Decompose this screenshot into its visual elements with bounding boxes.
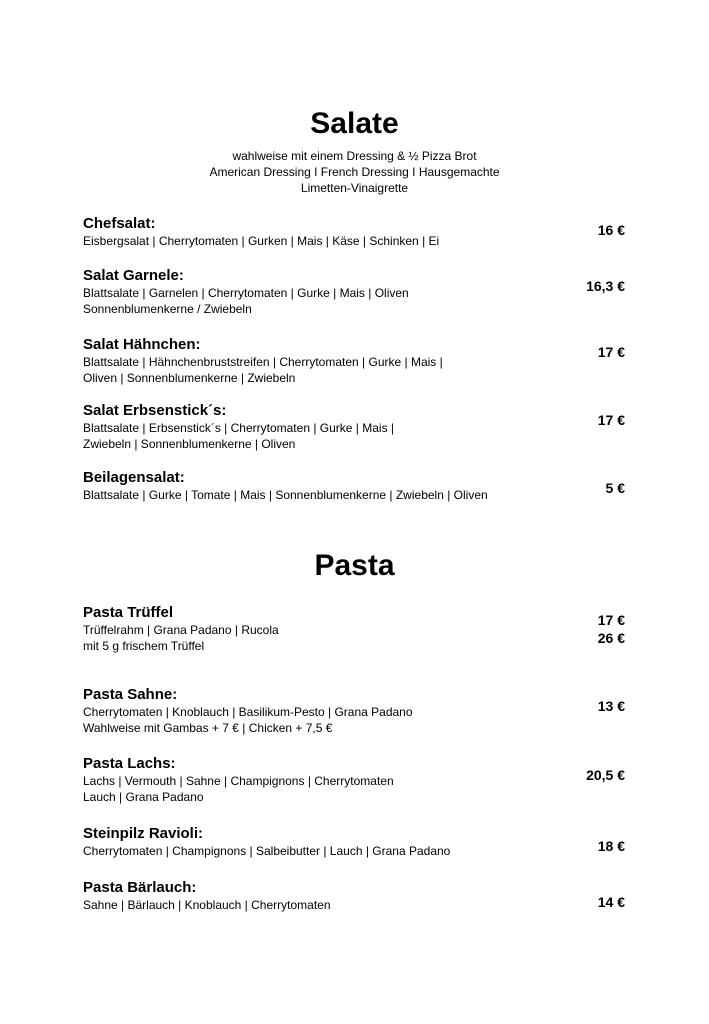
- salate-subtitle-line: American Dressing I French Dressing I Hausgemachte: [209, 165, 500, 179]
- menu-item: [83, 604, 628, 654]
- item-description: mit 5 g frischem Trüffel: [83, 639, 205, 653]
- menu-item: [83, 755, 628, 805]
- item-price: 13 €: [597, 698, 625, 714]
- menu-item: [83, 267, 628, 317]
- item-price: 14 €: [597, 894, 625, 910]
- item-description: Lauch | Grana Padano: [83, 790, 204, 804]
- item-description: Blattsalate | Hähnchenbruststreifen | Cherrytomaten | Gurke | Mais |: [83, 355, 443, 369]
- menu-item: [83, 686, 628, 736]
- item-name: Salat Hähnchen:: [83, 336, 201, 353]
- item-name: Pasta Lachs:: [83, 755, 176, 772]
- item-price: 16 €: [597, 222, 625, 238]
- menu-item: [83, 402, 628, 452]
- item-price-truffle: 26 €: [597, 630, 625, 646]
- item-description: Wahlweise mit Gambas + 7 € | Chicken + 7,5 €: [83, 721, 333, 735]
- item-description: Zwiebeln | Sonnenblumenkerne | Oliven: [83, 437, 296, 451]
- item-price: 20,5 €: [586, 767, 625, 783]
- item-price: 17 €: [597, 612, 625, 628]
- menu-item: [83, 825, 628, 859]
- item-name: Chefsalat:: [83, 215, 156, 232]
- item-description: Trüffelrahm | Grana Padano | Rucola: [83, 623, 279, 637]
- item-description: Lachs | Vermouth | Sahne | Champignons | Cherrytomaten: [83, 774, 394, 788]
- item-name: Pasta Trüffel: [83, 604, 174, 621]
- item-price: 16,3 €: [586, 278, 625, 294]
- item-description: Blattsalate | Garnelen | Cherrytomaten | Gurke | Mais | Oliven: [83, 286, 409, 300]
- item-name: Steinpilz Ravioli:: [83, 825, 204, 842]
- menu-item: [83, 215, 628, 249]
- salate-title: Salate: [310, 107, 399, 140]
- item-price: 17 €: [597, 344, 625, 360]
- menu-item: [83, 879, 628, 913]
- salate-subtitle-line: wahlweise mit einem Dressing & ½ Pizza Brot: [232, 149, 477, 163]
- item-name: Pasta Bärlauch:: [83, 879, 197, 896]
- item-name: Salat Garnele:: [83, 267, 184, 284]
- item-name: Salat Erbsenstick´s:: [83, 402, 227, 419]
- item-price: 5 €: [605, 480, 625, 496]
- item-description: Eisbergsalat | Cherrytomaten | Gurken | Mais | Käse | Schinken | Ei: [83, 234, 440, 248]
- item-description: Cherrytomaten | Knoblauch | Basilikum-Pesto | Grana Padano: [83, 705, 413, 719]
- pasta-title: Pasta: [314, 549, 395, 582]
- salate-subtitle-line: Limetten-Vinaigrette: [300, 181, 409, 195]
- item-name: Pasta Sahne:: [83, 686, 178, 703]
- item-price: 17 €: [597, 412, 625, 428]
- item-name: Beilagensalat:: [83, 469, 185, 486]
- item-description: Sahne | Bärlauch | Knoblauch | Cherrytomaten: [83, 898, 331, 912]
- item-description: Blattsalate | Erbsenstick´s | Cherrytomaten | Gurke | Mais |: [83, 421, 395, 435]
- item-description: Blattsalate | Gurke | Tomate | Mais | Sonnenblumenkerne | Zwiebeln | Oliven: [83, 488, 488, 502]
- item-price: 18 €: [597, 838, 625, 854]
- menu-item: [83, 336, 628, 386]
- item-description: Cherrytomaten | Champignons | Salbeibutter | Lauch | Grana Padano: [83, 844, 451, 858]
- menu-item: [83, 469, 628, 503]
- item-description: Sonnenblumenkerne / Zwiebeln: [83, 302, 252, 316]
- item-description: Oliven | Sonnenblumenkerne | Zwiebeln: [83, 371, 296, 385]
